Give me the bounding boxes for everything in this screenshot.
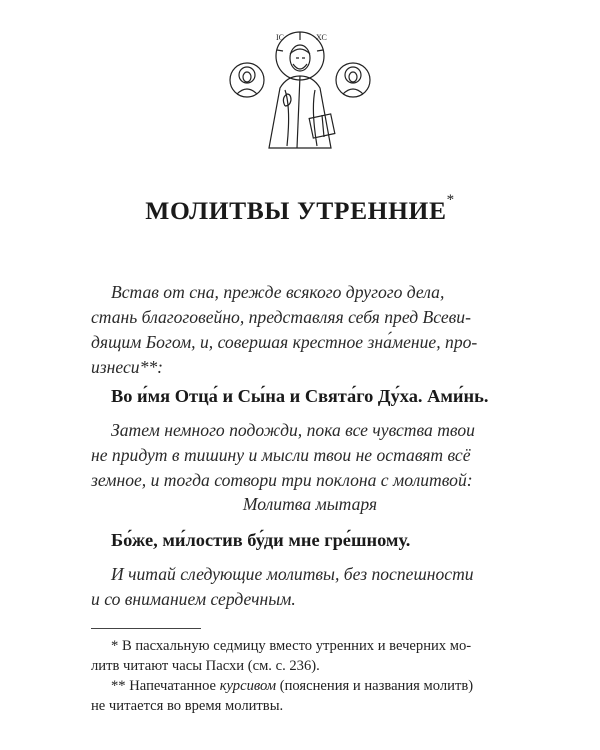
footnote-line: литв читают часы Пасхи (см. с. 236).: [91, 658, 320, 674]
intro-paragraph: [91, 280, 531, 380]
closing-line: И читай следующие молитвы, без поспешности: [111, 564, 474, 584]
footnote-text: ** Напечатанное: [111, 678, 220, 694]
closing-line: и со вниманием сердечным.: [91, 589, 296, 609]
footnote-divider: [91, 628, 201, 629]
page-title: [0, 192, 600, 226]
instruction-paragraph: [91, 418, 531, 493]
footnote-text: (пояснения и названия молитв): [276, 678, 474, 694]
footnote-line: * В пасхальную седмицу вместо утренних и вечерних мо-: [111, 638, 472, 654]
intro-line: дящим Богом, и, совершая крестное зна́мение, про-: [91, 332, 478, 352]
christ-pantocrator-icon: [225, 18, 375, 158]
prayer-heading: Молитва мытаря: [242, 494, 378, 514]
closing-paragraph: [91, 562, 531, 612]
intro-line: стань благоговейно, представляя себя пред Всеви-: [91, 307, 471, 327]
instruction-line: Затем немного подожди, пока все чувства твои: [111, 420, 475, 440]
footnote-line: [91, 676, 531, 696]
icon-inscription-left: IC: [276, 33, 284, 42]
page-title-text: МОЛИТВЫ УТРЕННИЕ: [145, 196, 447, 225]
invocation-line: Во и́мя Отца́ и Сы́на и Свята́го Ду́ха. Ами́нь.: [111, 386, 489, 406]
footnote-1: [91, 636, 531, 676]
footnote-2: [91, 676, 531, 716]
icon-inscription-right: ХС: [316, 33, 327, 42]
prayer-line: Бо́же, ми́лостив бу́ди мне гре́шному.: [111, 530, 411, 550]
intro-line: изнеси**:: [91, 357, 164, 377]
instruction-line: не придут в тишину и мысли твои не оставят всё: [91, 445, 471, 465]
footnote-emphasis: курсивом: [219, 678, 277, 694]
instruction-line: земное, и тогда сотвори три поклона с молитвой:: [91, 470, 473, 490]
intro-line: Встав от сна, прежде всякого другого дела,: [111, 282, 445, 302]
title-footnote-mark: *: [446, 192, 455, 208]
footnote-line: не читается во время молитвы.: [91, 698, 284, 714]
